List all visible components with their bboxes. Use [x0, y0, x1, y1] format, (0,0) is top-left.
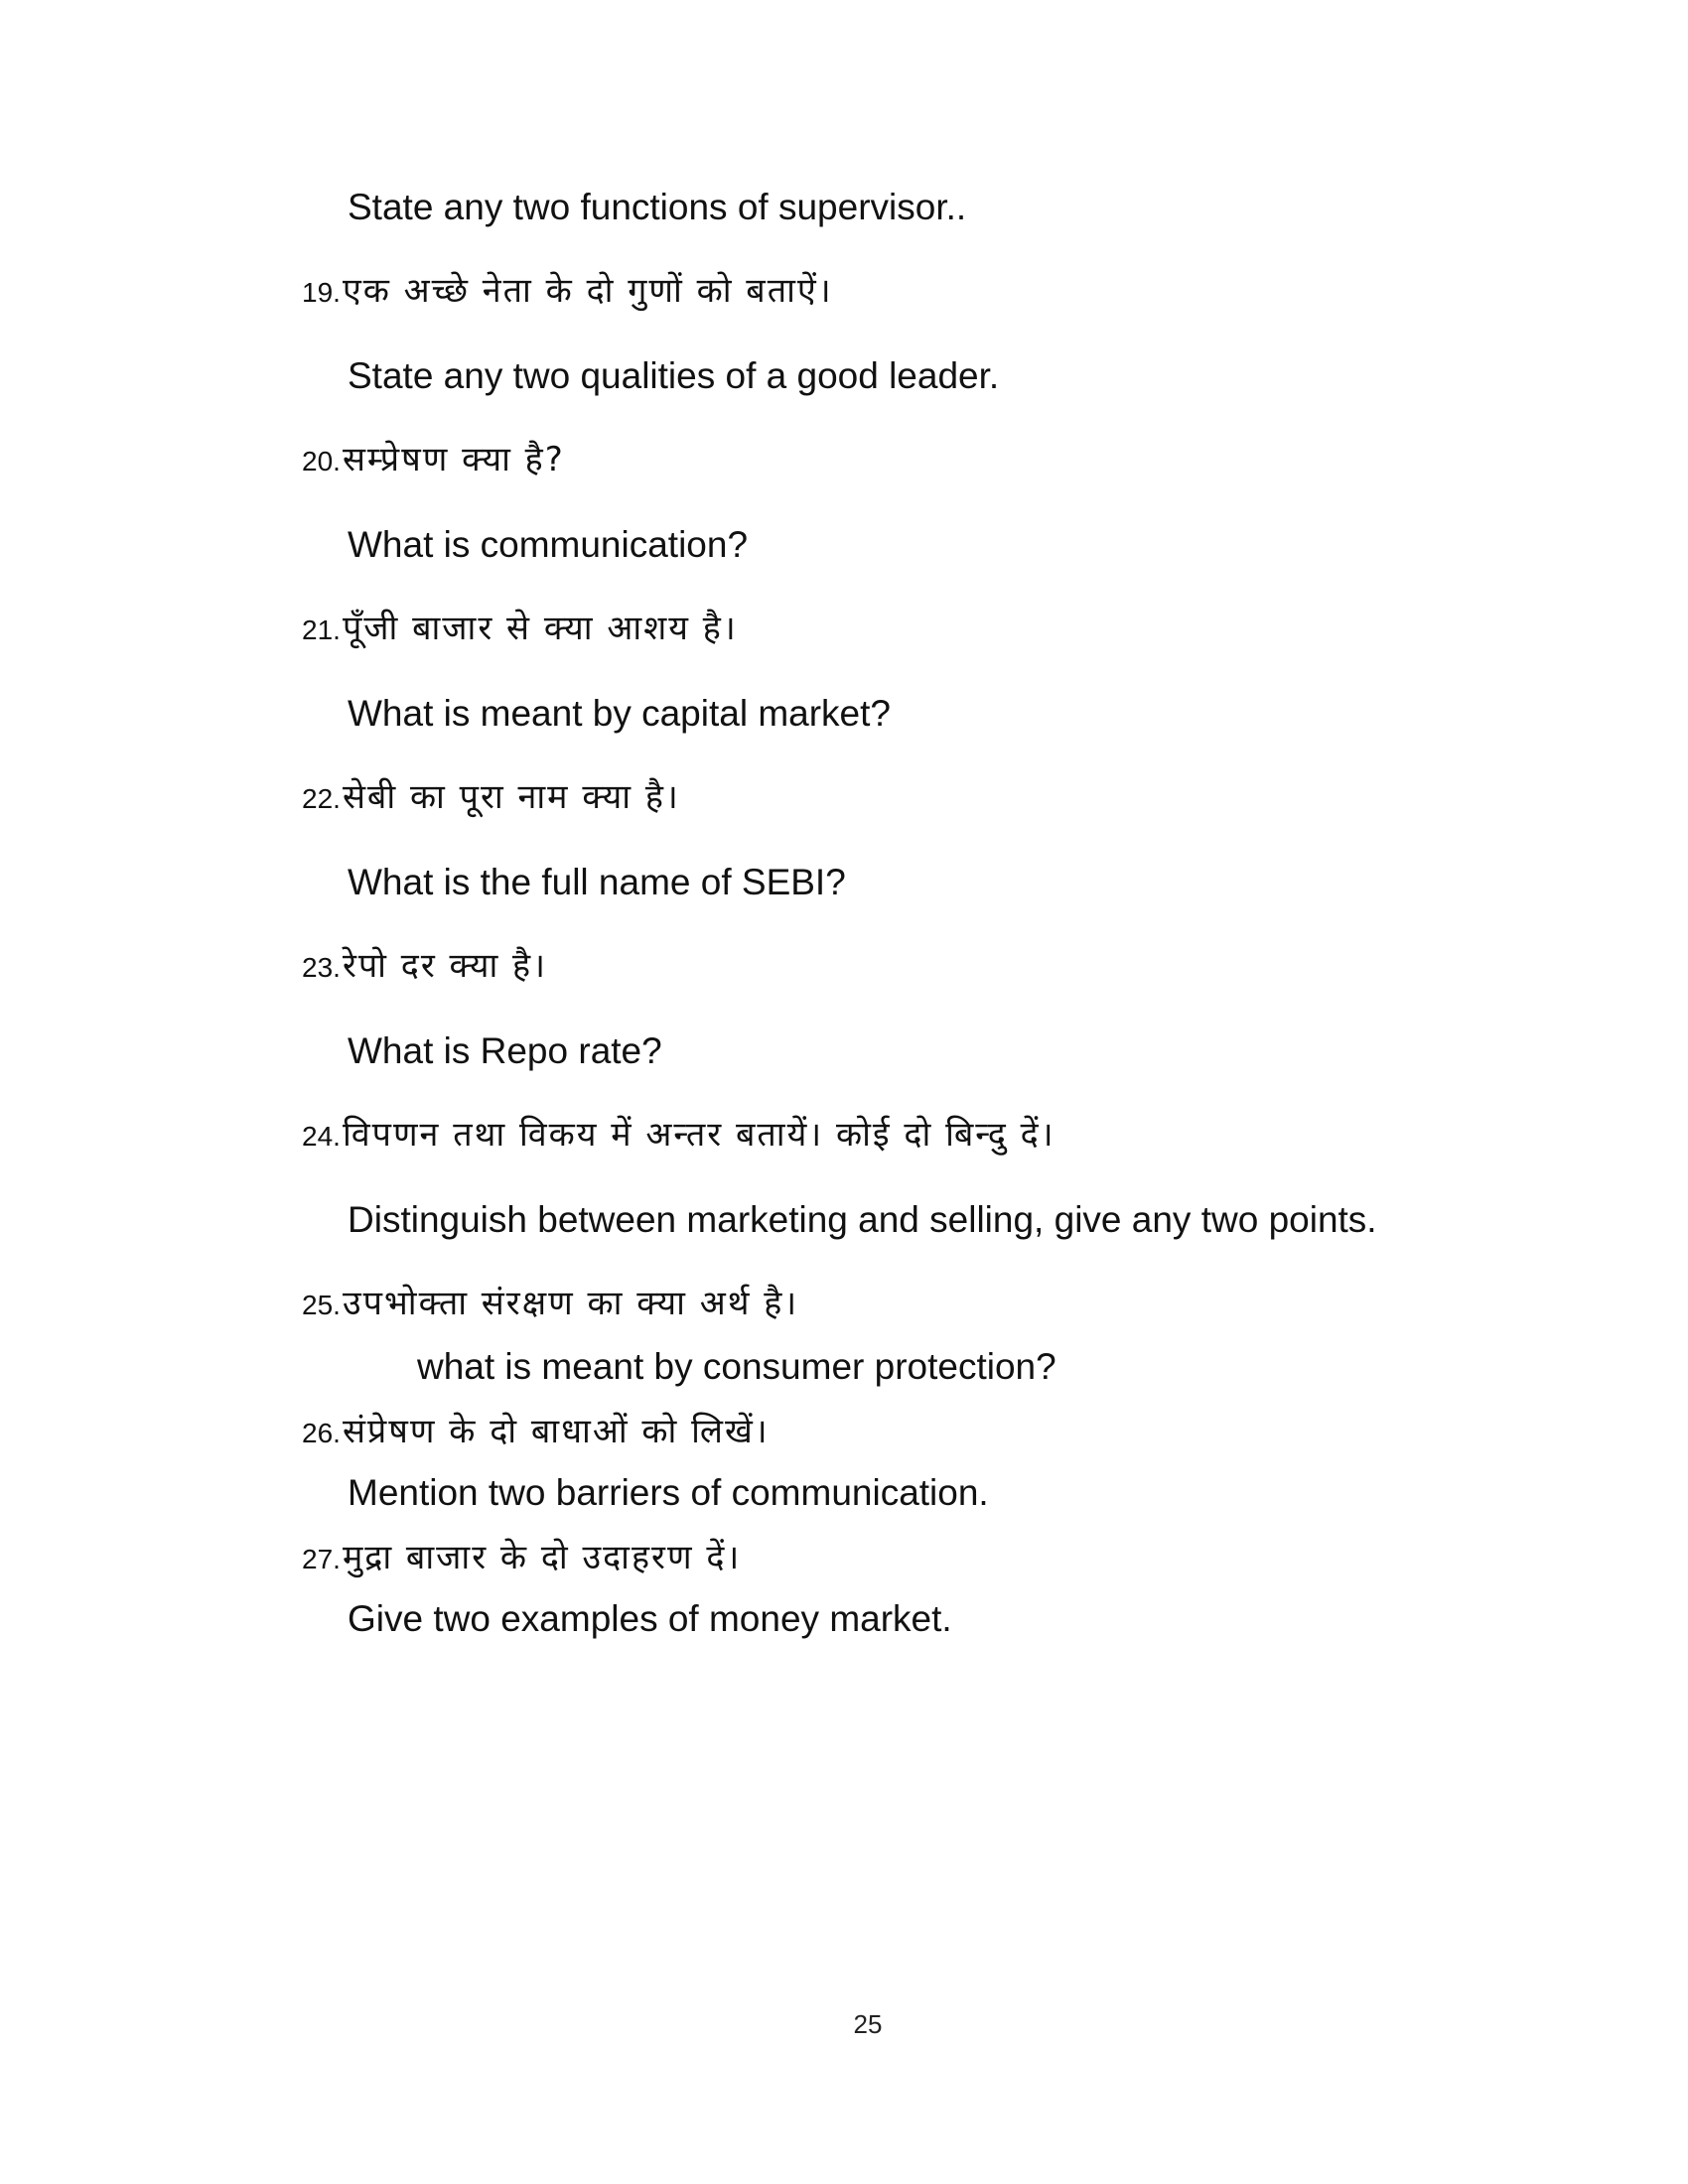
answer-line-18-english: State any two functions of supervisor.. — [348, 187, 967, 227]
question-number: 27. — [302, 1544, 341, 1574]
question-22-hindi — [302, 777, 680, 817]
question-number: 23. — [302, 952, 341, 983]
question-text-hindi: संप्रेषण के दो बाधाओं को लिखें। — [342, 1412, 770, 1451]
question-number: 20. — [302, 446, 341, 477]
question-text-hindi: एक अच्छे नेता के दो गुणों को बताऐं। — [342, 271, 833, 311]
question-text-hindi: उपभोक्ता संरक्षण का क्या अर्थ है। — [342, 1284, 799, 1323]
question-number: 26. — [302, 1418, 341, 1448]
question-26-english: Mention two barriers of communication. — [348, 1472, 989, 1513]
question-text-hindi: विपणन तथा विकय में अन्तर बतायें। कोई दो बिन्दु दें। — [342, 1115, 1055, 1155]
question-26-hindi — [302, 1412, 770, 1451]
question-21-hindi — [302, 609, 738, 648]
question-22-english: What is the full name of SEBI? — [348, 862, 846, 902]
question-23-hindi — [302, 946, 547, 986]
question-number: 25. — [302, 1290, 341, 1320]
question-20-english: What is communication? — [348, 524, 749, 565]
question-20-hindi — [302, 440, 565, 479]
question-25-hindi — [302, 1284, 799, 1323]
page-number: 25 — [853, 2009, 883, 2039]
question-25-english: what is meant by consumer protection? — [417, 1346, 1056, 1387]
question-text-hindi: मुद्रा बाजार के दो उदाहरण दें। — [342, 1538, 742, 1577]
question-text-hindi: पूँजी बाजार से क्या आशय है। — [342, 609, 738, 648]
question-24-hindi — [302, 1115, 1055, 1155]
question-21-english: What is meant by capital market? — [348, 693, 891, 734]
question-number: 24. — [302, 1121, 341, 1152]
question-24-english: Distinguish between marketing and selling, give any two points. — [348, 1199, 1377, 1240]
question-text-hindi: सम्प्रेषण क्या है? — [342, 440, 565, 479]
question-27-english: Give two examples of money market. — [348, 1598, 952, 1639]
question-text-hindi: सेबी का पूरा नाम क्या है। — [342, 777, 680, 817]
question-number: 22. — [302, 783, 341, 814]
question-19-english: State any two qualities of a good leader. — [348, 355, 1000, 396]
question-23-english: What is Repo rate? — [348, 1030, 662, 1071]
question-number: 21. — [302, 614, 341, 645]
question-19-hindi — [302, 271, 833, 311]
question-text-hindi: रेपो दर क्या है। — [342, 946, 547, 986]
question-27-hindi — [302, 1538, 742, 1577]
question-number: 19. — [302, 277, 341, 308]
